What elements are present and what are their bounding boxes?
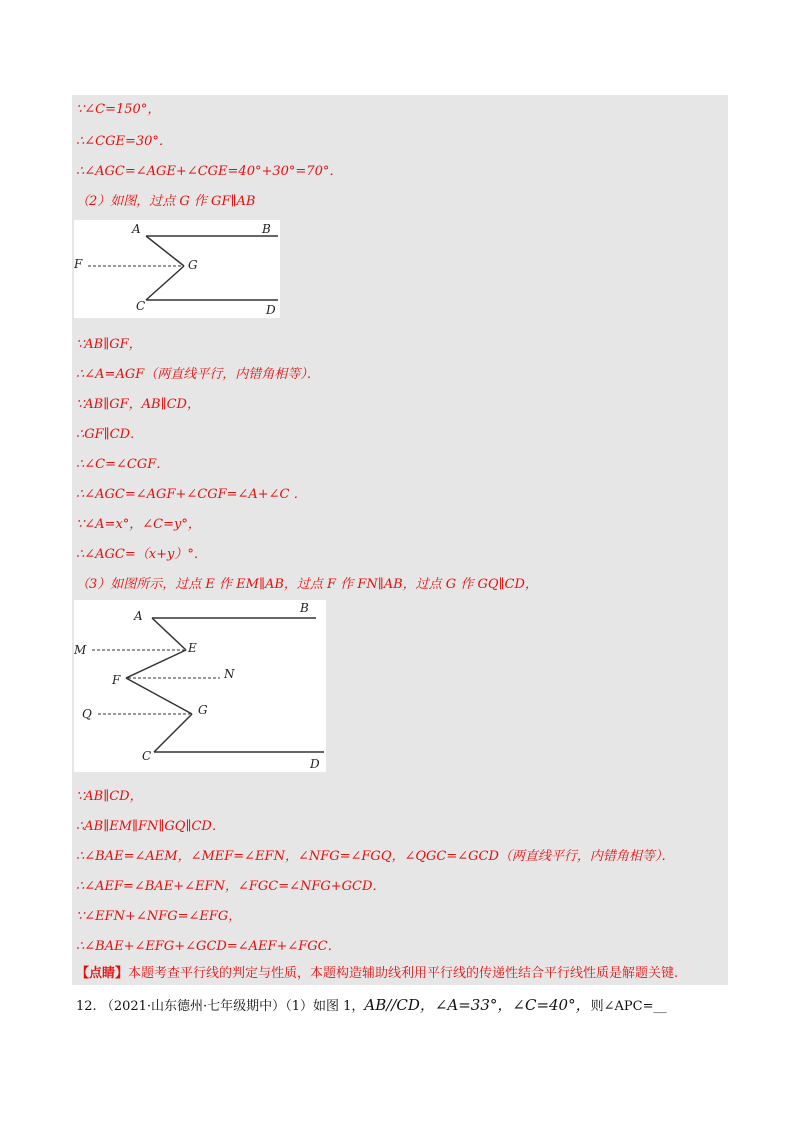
solution-line: （3）如图所示，过点 E 作 EM∥AB，过点 F 作 FN∥AB，过点 G 作 GQ∥CD， (76, 577, 538, 592)
solution-line: ∴∠AGC=（x+y）°． (76, 547, 207, 562)
solution-line: ∴AB∥EM∥FN∥GQ∥CD． (76, 819, 225, 834)
solution-line: ∴∠A=AGF（两直线平行，内错角相等）． (76, 367, 320, 382)
label-b: B (300, 601, 309, 615)
label-c: C (142, 749, 152, 763)
label-b: B (262, 222, 271, 236)
label-c: C (136, 299, 146, 313)
question-text: （1）如图 1， (285, 999, 365, 1014)
label-g: G (188, 258, 198, 272)
solution-line: ∵∠EFN+∠NFG=∠EFG， (76, 909, 242, 924)
solution-line: ∴∠AEF=∠BAE+∠EFN，∠FGC=∠NFG+GCD． (76, 879, 386, 894)
solution-line: ∴∠BAE=∠AEM，∠MEF=∠EFN，∠NFG=∠FGQ，∠QGC=∠GCD（两直线平行，内错角相等）． (76, 849, 675, 864)
segment-gc (146, 266, 184, 300)
label-g: G (198, 703, 208, 717)
solution-line: ∴GF∥CD． (76, 427, 144, 442)
label-n: N (224, 667, 235, 681)
question-source: （2021·山东德州·七年级期中） (100, 999, 286, 1014)
segment-ef (126, 650, 186, 678)
question-number: 12. (76, 999, 97, 1014)
solution-line: （2）如图，过点 G 作 GF∥AB (76, 194, 256, 209)
segment-fg (126, 678, 192, 714)
remark-tag: 【点睛】 (76, 966, 129, 981)
solution-line: ∵AB∥GF，AB∥CD， (76, 397, 200, 412)
label-f: F (112, 673, 121, 687)
label-e: E (188, 641, 197, 655)
remark (76, 962, 678, 981)
label-d: D (266, 303, 276, 317)
solution-line: ∴∠CGE=30°． (76, 134, 172, 149)
segment-ag (146, 236, 184, 266)
parallel-lines-figure-2 (74, 600, 326, 772)
solution-line: ∴∠BAE+∠EFG+∠GCD=∠AEF+∠FGC． (76, 939, 341, 954)
label-m: M (74, 643, 87, 657)
solution-line: ∵AB∥GF， (76, 337, 142, 352)
question-12 (76, 994, 666, 1015)
question-math: AB//CD，∠A=33°，∠C=40°， (364, 996, 591, 1014)
solution-line: ∴∠C=∠CGF． (76, 457, 170, 472)
solution-line: ∵∠A=x°，∠C=y°， (76, 517, 201, 532)
label-f: F (74, 257, 83, 271)
solution-line: ∴∠AGC=∠AGF+∠CGF=∠A+∠C ． (76, 487, 307, 502)
segment-gc (154, 714, 192, 752)
label-q: Q (82, 707, 92, 721)
label-a: A (134, 609, 143, 623)
solution-line: ∴∠AGC=∠AGE+∠CGE=40°+30°=70°． (76, 164, 343, 179)
remark-text: 本题考查平行线的判定与性质，本题构造辅助线利用平行线的传递性结合平行线性质是解题关键. (128, 966, 679, 981)
label-d: D (310, 757, 320, 771)
solution-line: ∵AB∥CD， (76, 789, 143, 804)
label-a: A (132, 222, 141, 236)
solution-line: ∵∠C=150°， (76, 102, 161, 117)
segment-ae (152, 618, 186, 650)
question-text-after: 则∠APC=__ (590, 999, 667, 1014)
parallel-lines-figure-1 (74, 220, 280, 318)
